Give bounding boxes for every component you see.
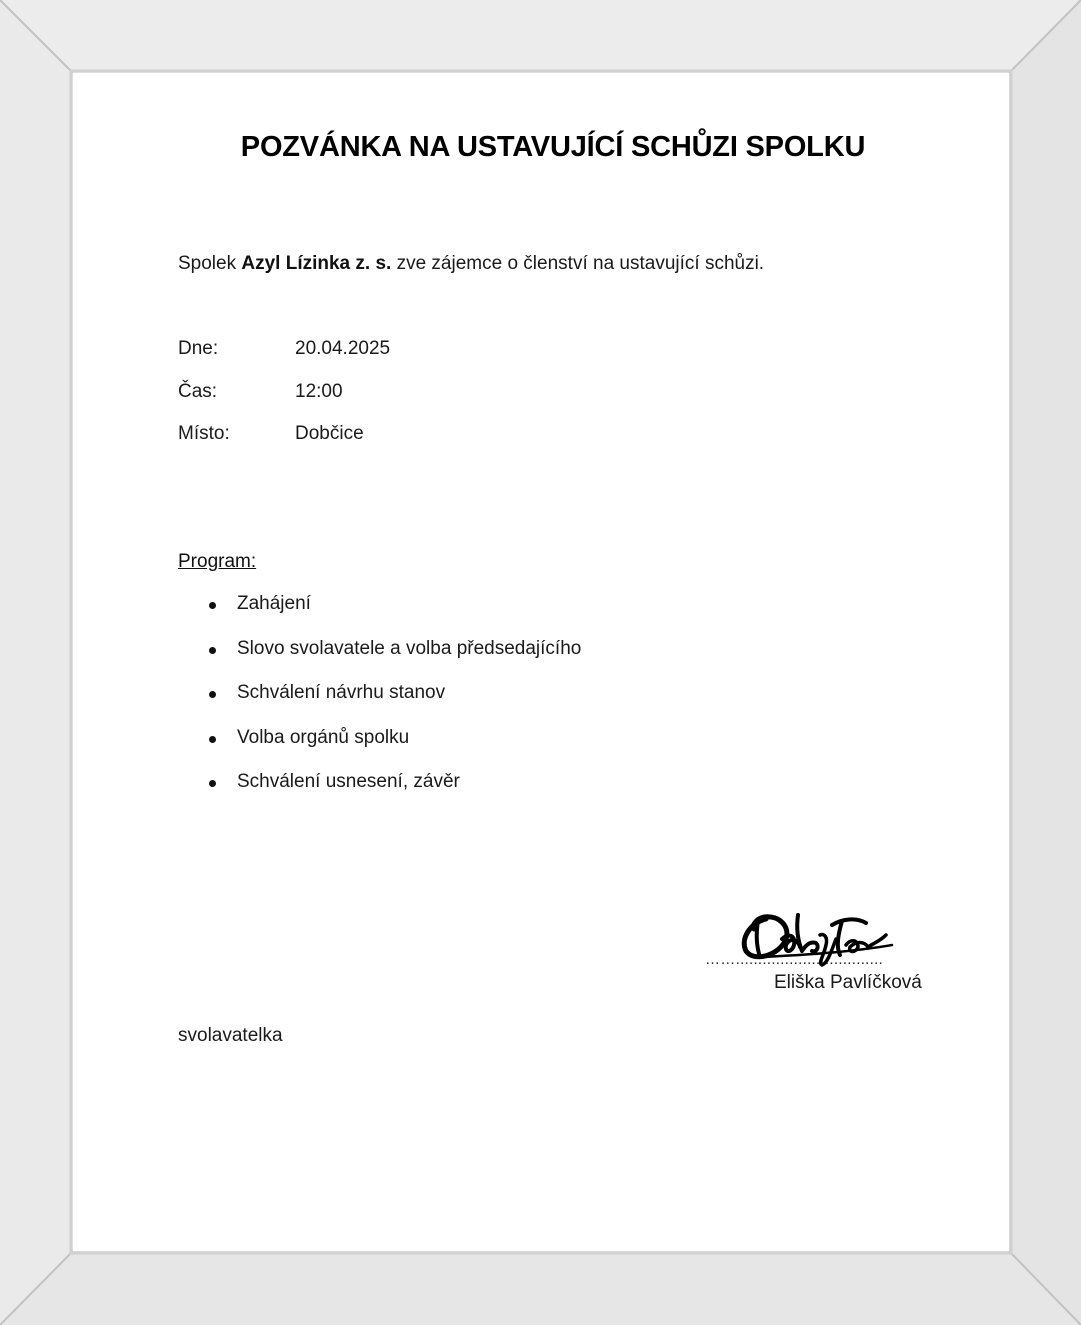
bullet-icon (209, 780, 216, 787)
list-item (178, 638, 581, 683)
bullet-icon (209, 691, 216, 698)
program-item-text: Zahájení (237, 593, 311, 614)
bullet-icon (209, 647, 216, 654)
detail-label: Čas: (178, 381, 218, 402)
program-list (178, 593, 581, 816)
program-item-text: Schválení návrhu stanov (237, 682, 446, 703)
intro-paragraph (178, 253, 764, 275)
detail-value: 20.04.2025 (295, 338, 391, 359)
handwritten-signature (736, 905, 898, 967)
program-item-text: Slovo svolavatele a volba předsedajícího (237, 637, 582, 659)
document-title: POZVÁNKA NA USTAVUJÍCÍ SCHŮZI SPOLKU (240, 131, 866, 163)
organization-name: Azyl Lízinka z. s. (241, 253, 392, 274)
detail-label: Dne: (178, 338, 219, 359)
bullet-icon (209, 736, 216, 743)
detail-label: Místo: (178, 423, 230, 444)
signature-line: ……................................. (705, 951, 884, 968)
intro-prefix: Spolek (178, 253, 242, 274)
list-item (178, 593, 581, 638)
detail-value: 12:00 (295, 381, 343, 402)
list-item (178, 771, 581, 816)
program-heading: Program: (178, 551, 257, 572)
program-item-text: Volba orgánů spolku (237, 726, 410, 748)
document-page (73, 73, 1009, 1251)
list-item (178, 727, 581, 772)
signer-role: svolavatelka (178, 1025, 283, 1046)
program-item-text: Schválení usnesení, závěr (237, 771, 460, 792)
signer-name: Eliška Pavlíčková (774, 972, 922, 993)
intro-suffix: zve zájemce o členství na ustavující schůzi. (391, 253, 765, 274)
list-item (178, 682, 581, 727)
bullet-icon (209, 602, 216, 609)
detail-value: Dobčice (295, 423, 364, 444)
